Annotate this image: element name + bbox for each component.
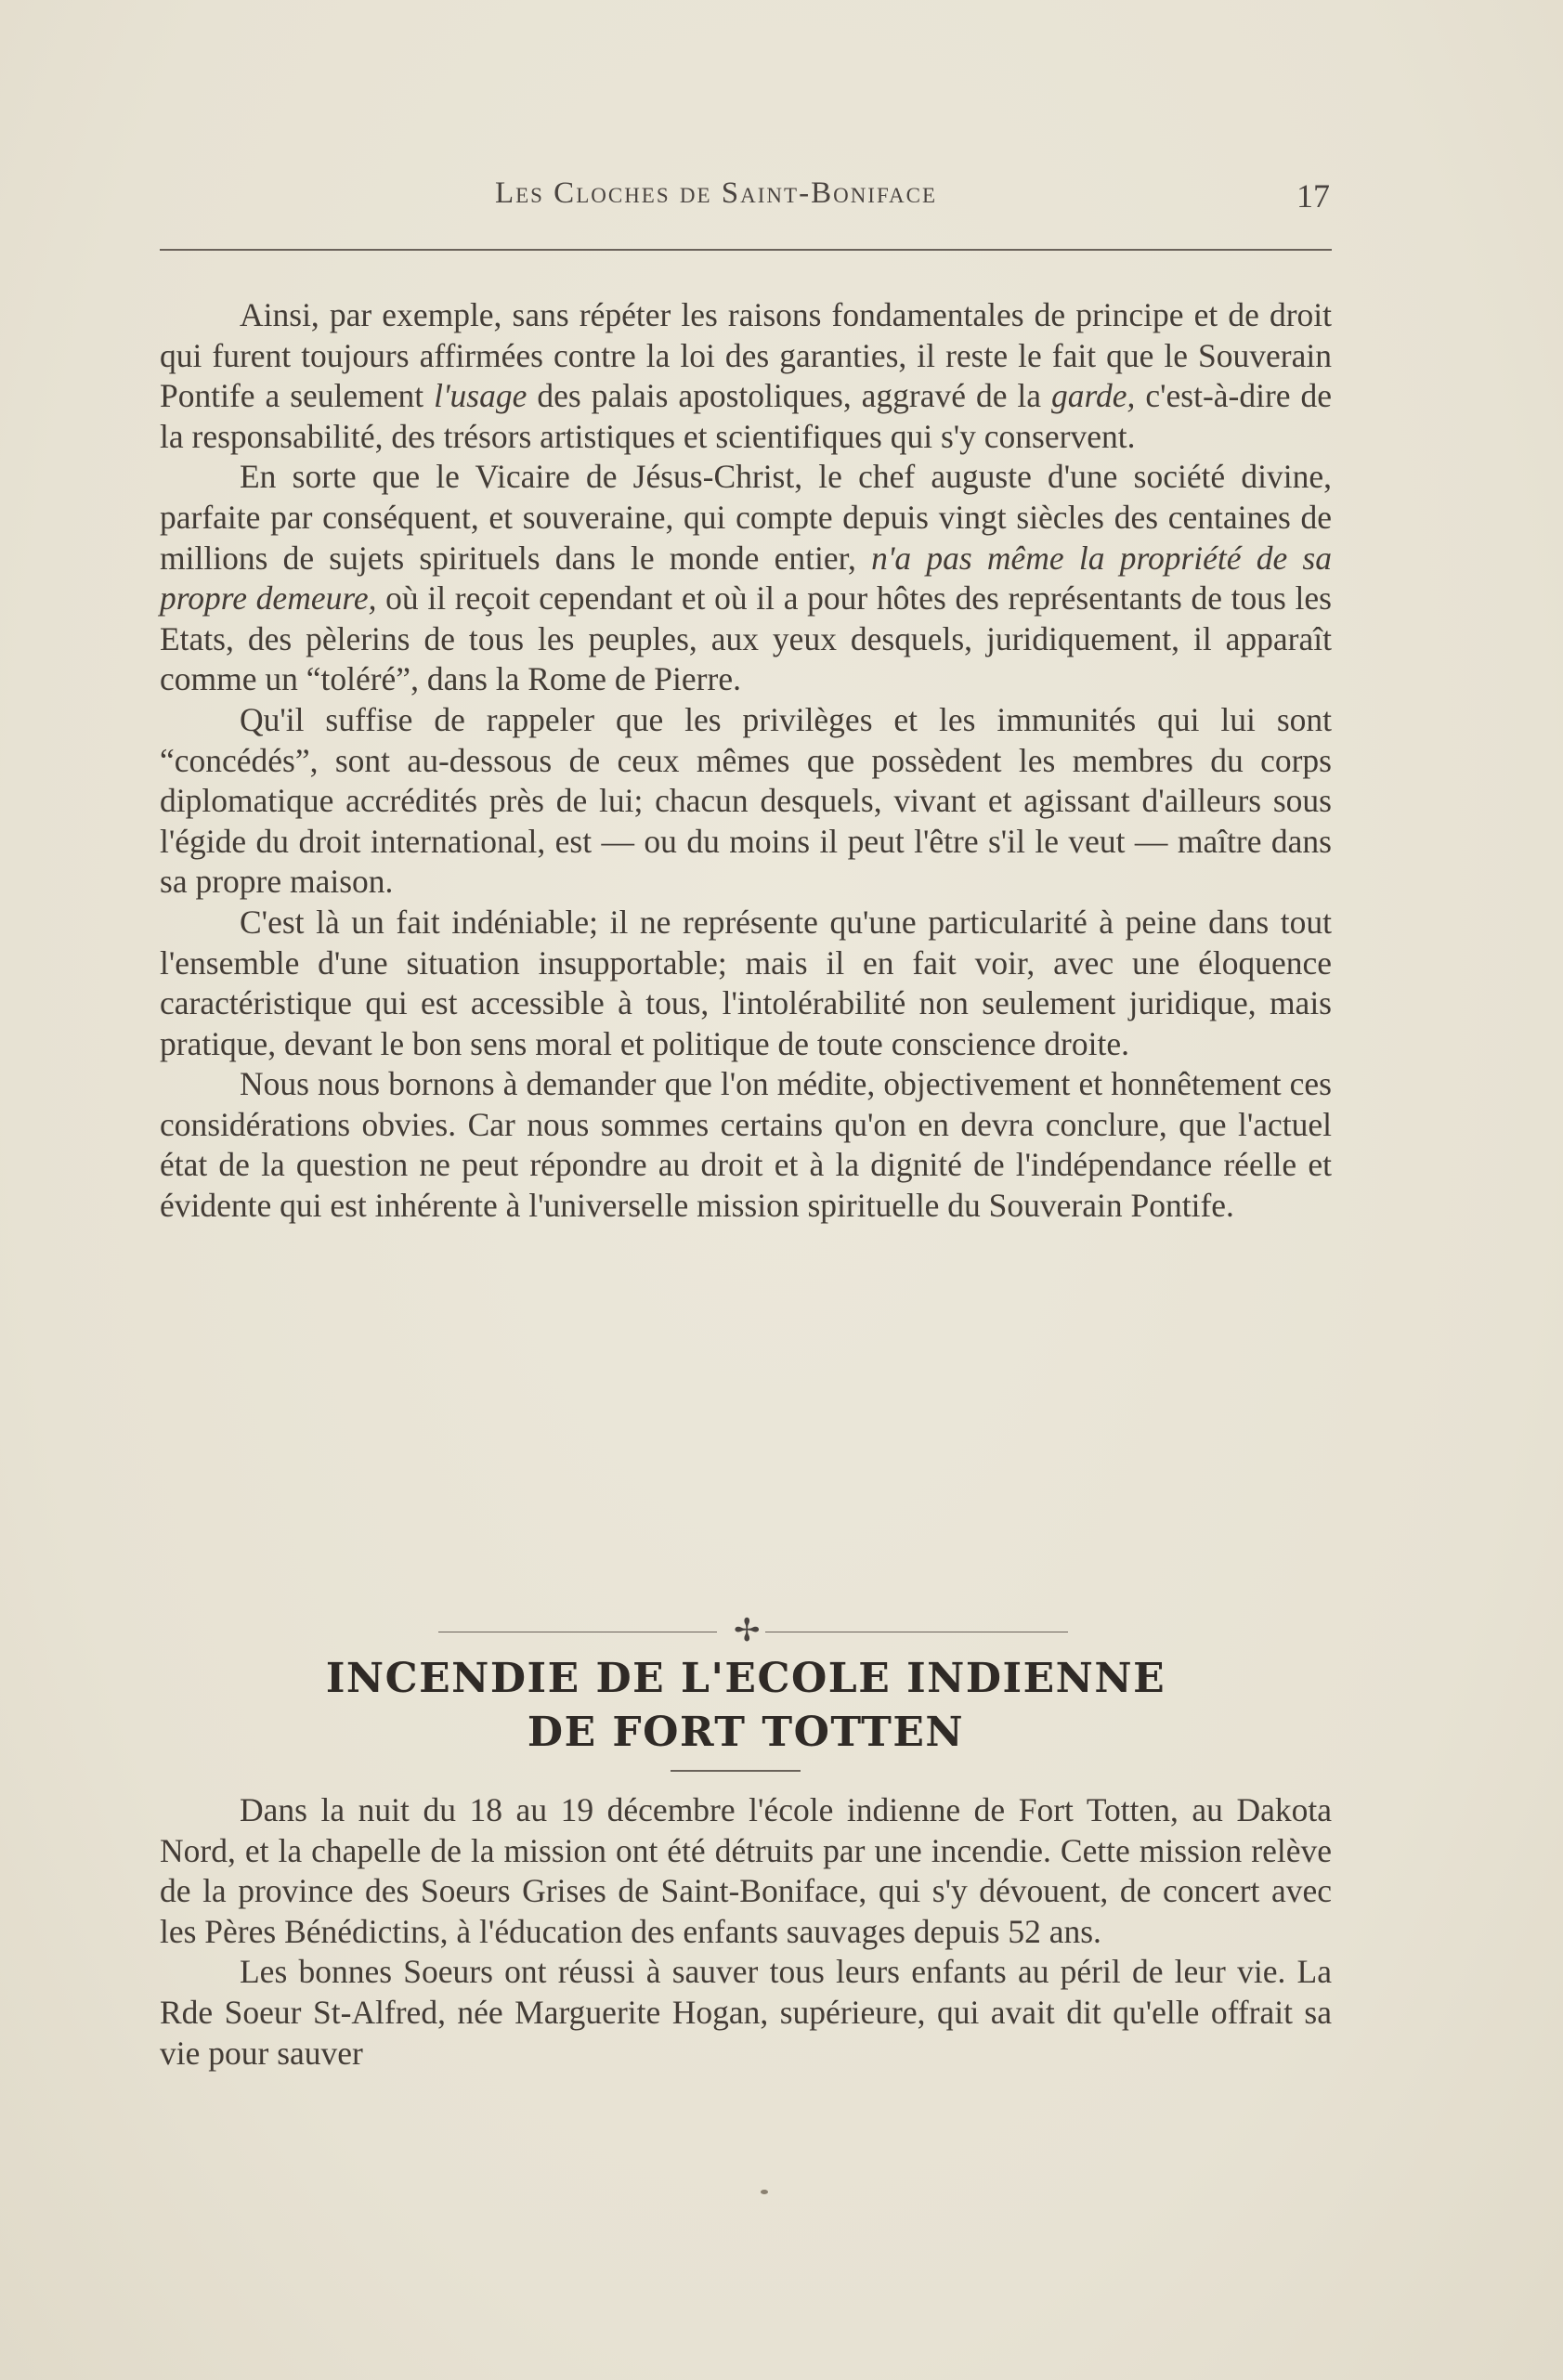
- page-number: 17: [1296, 177, 1330, 215]
- paragraph: [160, 295, 1332, 457]
- article-2-body: [160, 1790, 1332, 2074]
- paragraph-text: Ainsi, par exemple, sans répéter les raisons fondamentales de principe et de droit qui furent toujours affirmées contre la loi des garanties, il reste le fait que le Souverain Pontife a seulement: [160, 296, 1332, 415]
- cross-ornament-icon: ✢: [734, 1612, 761, 1649]
- paragraph: [160, 457, 1332, 700]
- italic-text: l'usage: [434, 377, 528, 415]
- page-header: [158, 176, 1330, 232]
- section-title: INCENDIE DE L'ECOLE INDIENNE: [325, 1655, 1166, 1702]
- footer-mark: [761, 2190, 768, 2194]
- paragraph: Nous nous bornons à demander que l'on médite, objectivement et honnêtement ces considérations obvies. Car nous sommes certains qu'on en devra conclure, que l'actuel état de la question ne peut répondre au droit et à la dignité de l'indépendance réelle et évidente qui est inhérente à l'universelle mission spirituelle du Souverain Pontife.: [160, 1065, 1332, 1225]
- paragraph-text: où il reçoit cependant et où il a pour hôtes des représentants de tous les Etats, des pèlerins de tous les peuples, aux yeux desquels, juridiquement, il apparaît comme un “toléré”, dans la Rome de Pierre.: [160, 579, 1332, 698]
- italic-text: n'a pas même la propriété de sa propre demeure,: [160, 539, 1332, 618]
- paragraph-text: c'est-à-dire de la responsabilité, des trésors artistiques et scientifiques qui s'y conservent.: [160, 377, 1333, 455]
- section-title: DE FORT TOTTEN: [527, 1709, 965, 1756]
- italic-text: garde,: [1051, 377, 1136, 415]
- paragraph-text: En sorte que le Vicaire de Jésus-Christ, le chef auguste d'une société divine, parfaite par conséquent, et souveraine, qui compte depuis vingt siècles des centaines de millions de sujets spirituels dans le monde entier,: [160, 458, 1332, 577]
- paragraph: C'est là un fait indéniable; il ne représente qu'une particularité à peine dans tout l'ensemble d'une situation insupportable; mais il en fait voir, avec une éloquence caractéristique qui est accessible à tous, l'intolérabilité non seulement juridique, mais pratique, devant le bon sens moral et politique de toute conscience droite.: [160, 903, 1332, 1062]
- paragraph: Dans la nuit du 18 au 19 décembre l'école indienne de Fort Totten, au Dakota Nord, et la chapelle de la mission ont été détruits par une incendie. Cette mission relève de la province des Soeurs Grises de Saint-Boniface, qui s'y dévouent, de concert avec les Pères Bénédictins, à l'éducation des enfants sauvages depuis 52 ans.: [160, 1791, 1332, 1950]
- paragraph: Qu'il suffise de rappeler que les privilèges et les immunités qui lui sont “concédés”, sont au-dessous de ceux mêmes que possèdent les membres du corps diplomatique accrédités près de lui; chacun desquels, vivant et agissant d'ailleurs sous l'égide du droit international, est — ou du moins il peut l'être s'il le veut — maître dans sa propre maison.: [160, 700, 1332, 901]
- paragraph-text: des palais apostoliques, aggravé de la: [527, 377, 1052, 415]
- running-head: Les Cloches de Saint-Boniface: [494, 176, 938, 210]
- article-1-body: [160, 295, 1332, 1227]
- paragraph: Les bonnes Soeurs ont réussi à sauver tous leurs enfants au péril de leur vie. La Rde Soeur St-Alfred, née Marguerite Hogan, supérieure, qui avait dit qu'elle offrait sa vie pour sauver: [160, 1953, 1332, 2072]
- section-divider: [438, 1612, 1070, 1649]
- header-rule: [160, 249, 1332, 251]
- title-rule: [671, 1770, 801, 1772]
